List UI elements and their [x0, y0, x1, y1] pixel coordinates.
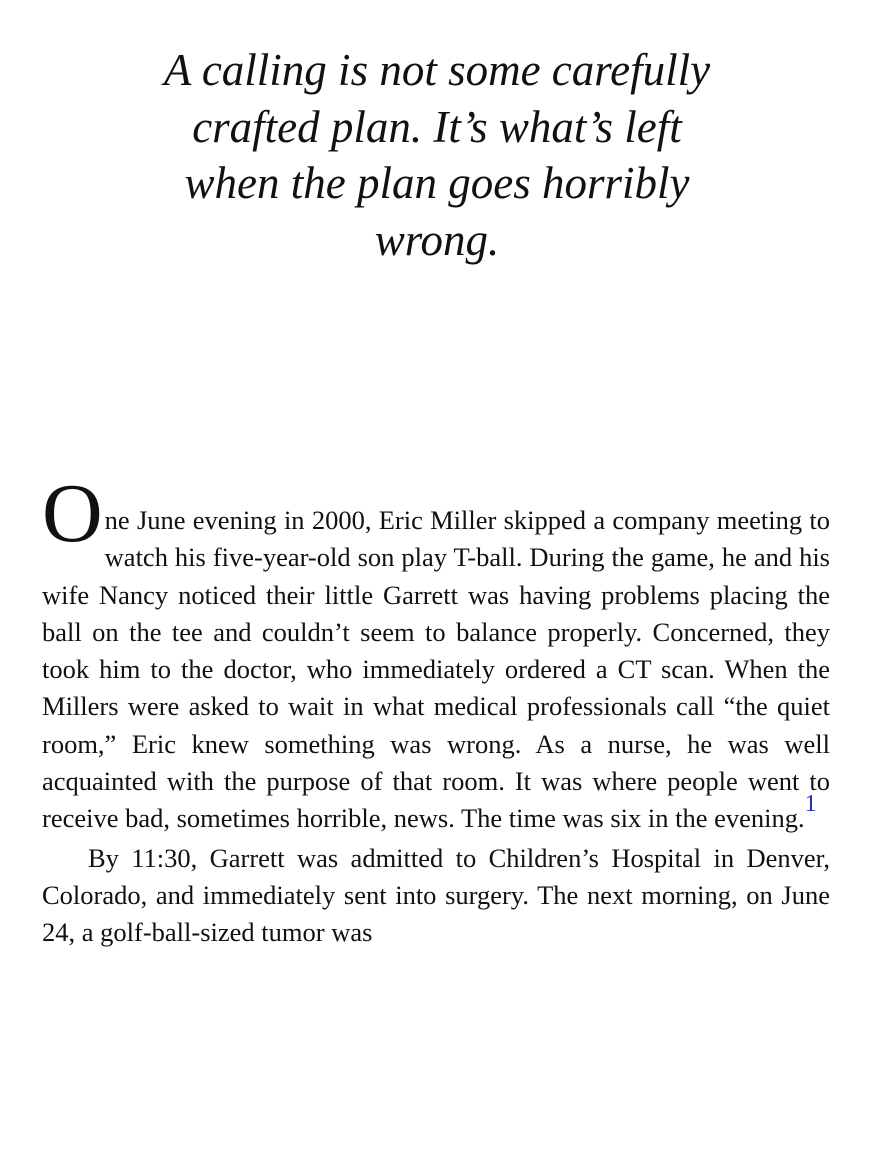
paragraph-1-text — [42, 467, 830, 838]
paragraph-1-body: ne June evening in 2000, Eric Miller skipped a company meeting to watch his five-year-old son play T-ball. During the game, he and his wife Nancy noticed their little Garrett was having problems placing the ball on the tee and couldn’t seem to balance properly. Concerned, they took him to the doctor, who immediately ordered a CT scan. When the Millers were asked to wait in what medical professionals call “the quiet room,” Eric knew something was wrong. As a nurse, he was well acquainted with the purpose of that room. It was where people went to receive bad, sometimes horrible, news. The time was six in the evening. — [42, 505, 830, 834]
paragraph-1 — [42, 467, 830, 838]
chapter-epigraph: A calling is not some carefully crafted plan. It’s what’s left when the plan goes horribly wrong. — [163, 45, 711, 265]
footnote-reference-link[interactable]: 1 — [804, 791, 817, 818]
drop-cap-letter: O — [42, 467, 103, 560]
chapter-body — [42, 467, 830, 952]
paragraph-2: By 11:30, Garrett was admitted to Children’s Hospital in Denver, Colorado, and immediately sent into surgery. The next morning, on June 24, a golf-ball-sized tumor was — [42, 842, 830, 948]
